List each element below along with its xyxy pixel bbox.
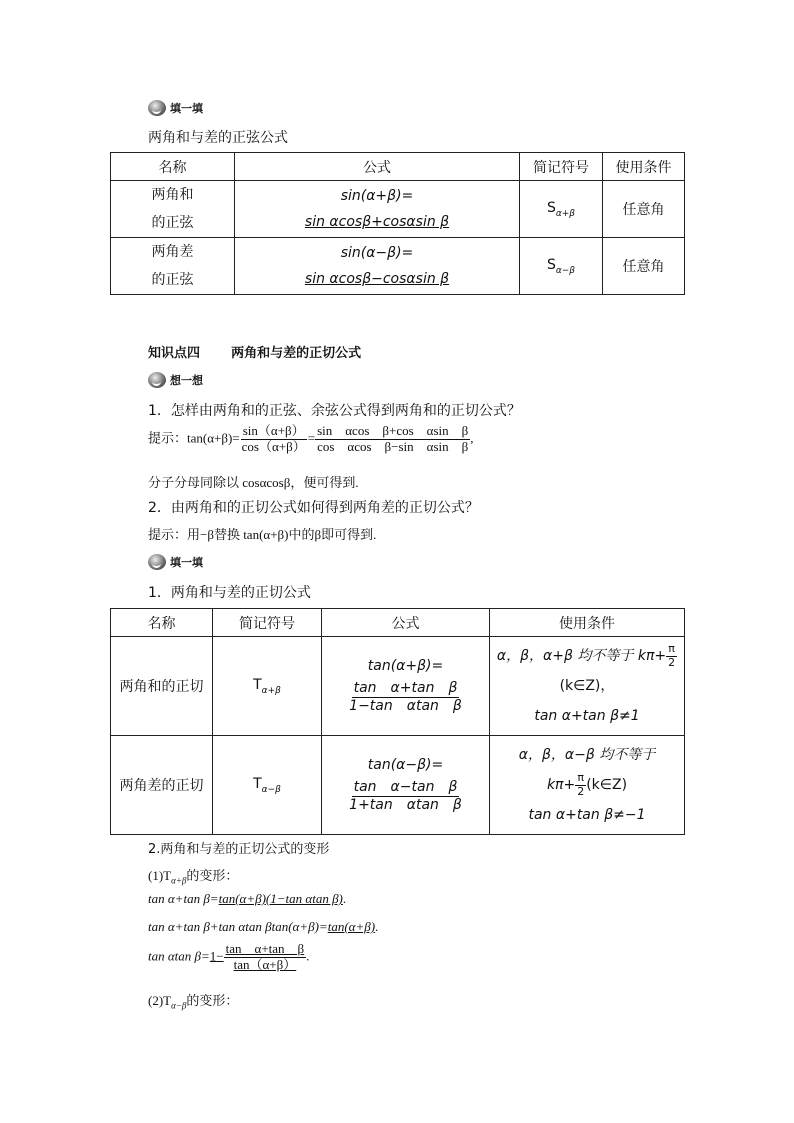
symbol-cell: $S_{\alpha-\beta}$ xyxy=(520,238,603,295)
tangent-formula-table xyxy=(110,608,685,835)
hint-1-line2: 分子分母同除以 cosαcosβ，便可得到. xyxy=(148,475,359,490)
variant-2-label: $(2)T_{\alpha-\beta}$的变形： xyxy=(148,993,239,1011)
header-condition: 使用条件 xyxy=(490,609,685,637)
thinking-face-icon xyxy=(148,372,166,388)
hint-1: 提示：tan(α+β)= $\frac{\sin(\alpha+\beta)}{\cos(\alpha+\beta)}$ = $\frac{\text{sin αcos β+cos αsin β}}{\text{cos αcos β−sin αsin β}}$ , xyxy=(148,423,474,454)
section-title: 两角和与差的正弦公式 xyxy=(148,130,288,146)
condition-cell: α，β，α+β 均不等于 kπ+ $\frac{\pi}{2}$ (k∈Z)， tan α+tan β≠1 xyxy=(490,637,685,736)
name-cell: 两角和 的正弦 xyxy=(111,181,235,238)
header-condition: 使用条件 xyxy=(603,153,685,181)
sine-formula-table xyxy=(110,152,685,295)
question-2: 2．由两角和的正切公式如何得到两角差的正切公式？ xyxy=(148,500,479,516)
header-symbol: 简记符号 xyxy=(213,609,322,637)
name-cell: 两角差 的正弦 xyxy=(111,238,235,295)
fill-in-badge xyxy=(148,554,203,570)
header-name: 名称 xyxy=(111,609,213,637)
variants-title: 2.两角和与差的正切公式的变形 xyxy=(148,842,330,857)
table-row xyxy=(111,238,685,295)
formula-cell: sin(α−β)= sin αcosβ−cosαsin β xyxy=(235,238,520,295)
condition-cell: α，β，α−β 均不等于 kπ+ $\frac{\pi}{2}$ (k∈Z) tan α+tan β≠−1 xyxy=(490,736,685,835)
variant-1-line-1: tan α+tan β=tan(α+β)(1−tan αtan β). xyxy=(148,891,347,906)
condition-cell: 任意角 xyxy=(603,238,685,295)
symbol-cell: $S_{\alpha+\beta}$ xyxy=(520,181,603,238)
knowledge-heading: 知识点四 两角和与差的正切公式 xyxy=(148,346,362,361)
variant-1-label: $(1)T_{\alpha+\beta}$的变形： xyxy=(148,868,239,886)
name-cell: 两角和的正切 xyxy=(111,637,213,736)
badge-label: 想一想 xyxy=(170,374,203,387)
smiley-icon xyxy=(148,554,166,570)
header-name: 名称 xyxy=(111,153,235,181)
hint-2: 提示：用−β替换 tan(α+β)中的β即可得到. xyxy=(148,527,377,542)
table-row xyxy=(111,181,685,238)
badge-label: 填一填 xyxy=(170,556,203,569)
table-row xyxy=(111,637,685,736)
symbol-cell: $T_{\alpha-\beta}$ xyxy=(213,736,322,835)
variant-1-line-2: tan α+tan β+tan αtan βtan(α+β)=tan(α+β). xyxy=(148,919,379,934)
header-formula: 公式 xyxy=(235,153,520,181)
formula-cell: tan(α+β)= $\frac{\text{tan α+tan β}}{\text{1−tan αtan β}}$ xyxy=(322,637,490,736)
table-row xyxy=(111,736,685,835)
condition-cell: 任意角 xyxy=(603,181,685,238)
fill-in-badge xyxy=(148,100,203,116)
think-badge xyxy=(148,372,203,388)
formula-cell: sin(α+β)= sin αcosβ+cosαsin β xyxy=(235,181,520,238)
badge-label: 填一填 xyxy=(170,102,203,115)
name-cell: 两角差的正切 xyxy=(111,736,213,835)
formula-cell: tan(α−β)= $\frac{\text{tan α−tan β}}{\text{1+tan αtan β}}$ xyxy=(322,736,490,835)
section-title: 1．两角和与差的正切公式 xyxy=(148,585,311,601)
question-1: 1．怎样由两角和的正弦、余弦公式得到两角和的正切公式？ xyxy=(148,403,521,419)
smiley-icon xyxy=(148,100,166,116)
header-symbol: 简记符号 xyxy=(520,153,603,181)
symbol-cell: $T_{\alpha+\beta}$ xyxy=(213,637,322,736)
header-formula: 公式 xyxy=(322,609,490,637)
variant-1-line-3: tan αtan β=1− $\frac{\text{tan α+tan β}}{\tan(\alpha+\beta)}$ . xyxy=(148,941,310,972)
